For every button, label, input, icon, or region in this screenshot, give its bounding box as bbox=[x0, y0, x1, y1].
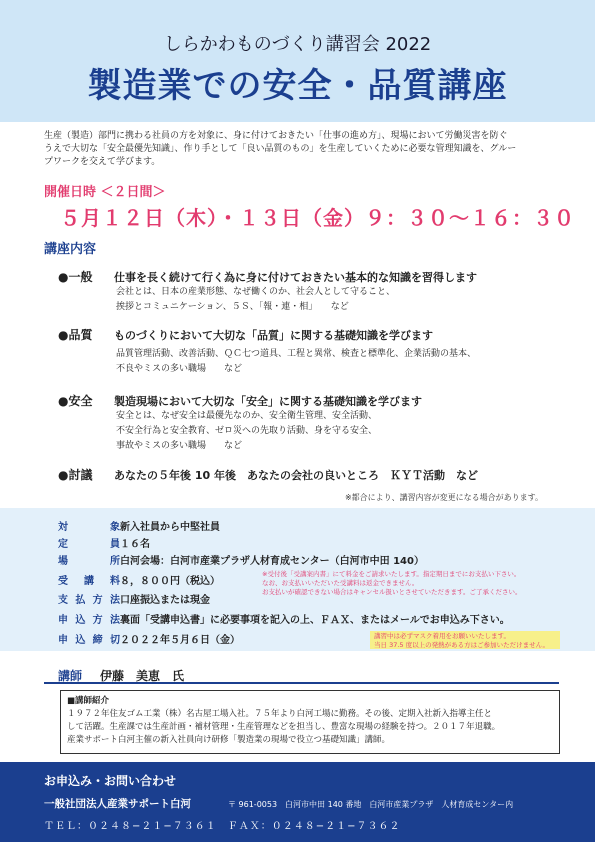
course-detail: 不良やミスの多い職場 など bbox=[116, 364, 243, 374]
profile-line: １９７２年住友ゴム工業（株）名古屋工場入社。７５年より白河工場に勤務。その後、定期入社新入指導主任と bbox=[67, 709, 493, 719]
contact-title: お申込み・お問い合わせ bbox=[44, 774, 177, 788]
intro-line: 生産（製造）部門に携わる社員の方を対象に、身に付けておきたい「仕事の進め方」、現場において労働災害を防ぐ bbox=[44, 131, 508, 141]
course-discussion bbox=[58, 466, 578, 483]
datetime-label: 開催日時 ＜２日間＞ bbox=[44, 185, 166, 200]
info-key: 場所 bbox=[58, 556, 120, 567]
fee-note-line: なお、お支払いいただいた受講料は返金できません。 bbox=[262, 579, 419, 587]
info-payment bbox=[58, 591, 210, 606]
mask-notice bbox=[370, 631, 560, 649]
header-banner bbox=[0, 0, 595, 122]
datetime-value: ５月１２日（木）・１３日（金）９：３０〜１６：３０ bbox=[60, 206, 575, 230]
info-key: 申込方法 bbox=[58, 615, 120, 626]
course-name: ●一般 bbox=[58, 270, 93, 284]
profile-line: 産業サポート白河主催の新入社員向け研修「製造業の現場で役立つ基礎知識」講師。 bbox=[67, 735, 391, 745]
fee-note bbox=[262, 570, 521, 597]
info-value: 白河会場：白河市産業プラザ人材育成センター（白河市中田 140） bbox=[120, 556, 424, 567]
info-target bbox=[58, 518, 220, 533]
info-value: 口座振込または現金 bbox=[120, 595, 210, 606]
course-section-label: 講座内容 bbox=[44, 242, 97, 257]
info-key: 支払方法 bbox=[58, 595, 120, 606]
info-value: ８，８００円（税込） bbox=[120, 576, 220, 587]
course-detail: 事故やミスの多い職場 など bbox=[116, 441, 243, 451]
info-key: 対象 bbox=[58, 522, 120, 533]
info-key: 申込締切 bbox=[58, 635, 120, 646]
change-note: ※都合により、講習内容が変更になる場合があります。 bbox=[344, 493, 543, 502]
contact-footer bbox=[0, 762, 595, 842]
info-place bbox=[58, 552, 424, 567]
info-value: 新入社員から中堅社員 bbox=[120, 522, 220, 533]
info-fee bbox=[58, 572, 220, 587]
info-capacity bbox=[58, 535, 150, 550]
mask-notice-line: 講習中は必ずマスク着用をお願いいたします。 bbox=[374, 632, 510, 640]
lecturer-bar bbox=[44, 662, 559, 684]
contact-tel-fax: ＴＥＬ：０２４８−２１−７３６１ ＦＡＸ：０２４８−２１−７３６２ bbox=[44, 821, 401, 832]
course-headline: あなたの５年後 10 年後 あなたの会社の良いところ ＫＹＴ活動 など bbox=[114, 469, 478, 482]
fee-note-line: ※受付後「受講案内書」にて料金をご請求いたします。指定期日までにお支払い下さい。 bbox=[262, 570, 521, 578]
lecturer-label: 講師 bbox=[58, 669, 83, 683]
profile-heading: ■講師紹介 bbox=[67, 696, 110, 706]
course-detail: 安全とは、なぜ安全は最優先なのか、安全衛生管理、安全活動、 bbox=[116, 411, 378, 421]
organization-name: 一般社団法人産業サポート白河 bbox=[44, 798, 191, 810]
course-detail: 品質管理活動、改善活動、ＱＣ七つ道具、工程と異常、検査と標準化、企業活動の基本、 bbox=[116, 349, 477, 359]
course-headline: 製造現場において大切な「安全」に関する基礎知識を学びます bbox=[114, 395, 422, 408]
course-headline: ものづくりにおいて大切な「品質」に関する基礎知識を学びます bbox=[114, 329, 433, 342]
info-deadline bbox=[58, 631, 240, 646]
intro-line: プワークを交えて学びます。 bbox=[44, 157, 161, 167]
info-value: １６名 bbox=[120, 539, 150, 550]
course-quality bbox=[58, 326, 578, 377]
course-name: ●討議 bbox=[58, 468, 93, 482]
info-value: 裏面「受講申込書」に必要事項を記入の上、ＦＡＸ、またはメールでお申込み下さい。 bbox=[120, 615, 510, 626]
lecturer-profile bbox=[60, 690, 560, 754]
info-apply bbox=[58, 611, 510, 626]
course-name: ●品質 bbox=[58, 328, 93, 342]
course-headline: 仕事を長く続けて行く為に身に付けておきたい基本的な知識を習得します bbox=[114, 271, 477, 284]
mask-notice-line: 当日 37.5 度以上の発熱がある方はご参加いただけません。 bbox=[374, 640, 549, 649]
organization-address: 〒 961-0053 白河市中田 140 番地 白河市産業プラザ 人材育成センター内 bbox=[228, 800, 514, 809]
course-detail: 不安全行為と安全教育、ゼロ災への先取り活動、身を守る安全、 bbox=[116, 426, 378, 436]
page-title: 製造業での安全・品質講座 bbox=[87, 66, 508, 106]
course-detail: 挨拶とコミュニケーション、５Ｓ、「報・連・相」 など bbox=[116, 302, 349, 312]
intro-line: うえで大切な「安全最優先知識」、作り手として「良い品質のもの」を生産していくために必要な管理知識を、グルー bbox=[44, 144, 517, 154]
course-name: ●安全 bbox=[58, 394, 93, 408]
info-panel bbox=[0, 508, 595, 651]
info-key: 定員 bbox=[58, 539, 120, 550]
course-safety bbox=[58, 392, 578, 454]
course-general bbox=[58, 268, 578, 315]
info-value: ２０２２年５月６日（金） bbox=[120, 635, 240, 646]
fee-note-line: お支払いが確認できない場合はキャンセル扱いとさせていただきます。ご了承ください。 bbox=[262, 588, 522, 596]
lecturer-name: 伊藤 美恵 氏 bbox=[100, 669, 185, 683]
info-key: 受講料 bbox=[58, 576, 120, 587]
profile-line: して活躍。生産課では生産計画・補材管理・生産管理などを担当し、豊富な現場の経験を持つ。２０１７年退職。 bbox=[67, 722, 501, 732]
intro-text bbox=[44, 130, 564, 169]
event-subtitle: しらかわものづくり講習会 2022 bbox=[163, 34, 432, 55]
course-detail: 会社とは、日本の産業形態、なぜ働くのか、社会人として守ること、 bbox=[116, 287, 396, 297]
